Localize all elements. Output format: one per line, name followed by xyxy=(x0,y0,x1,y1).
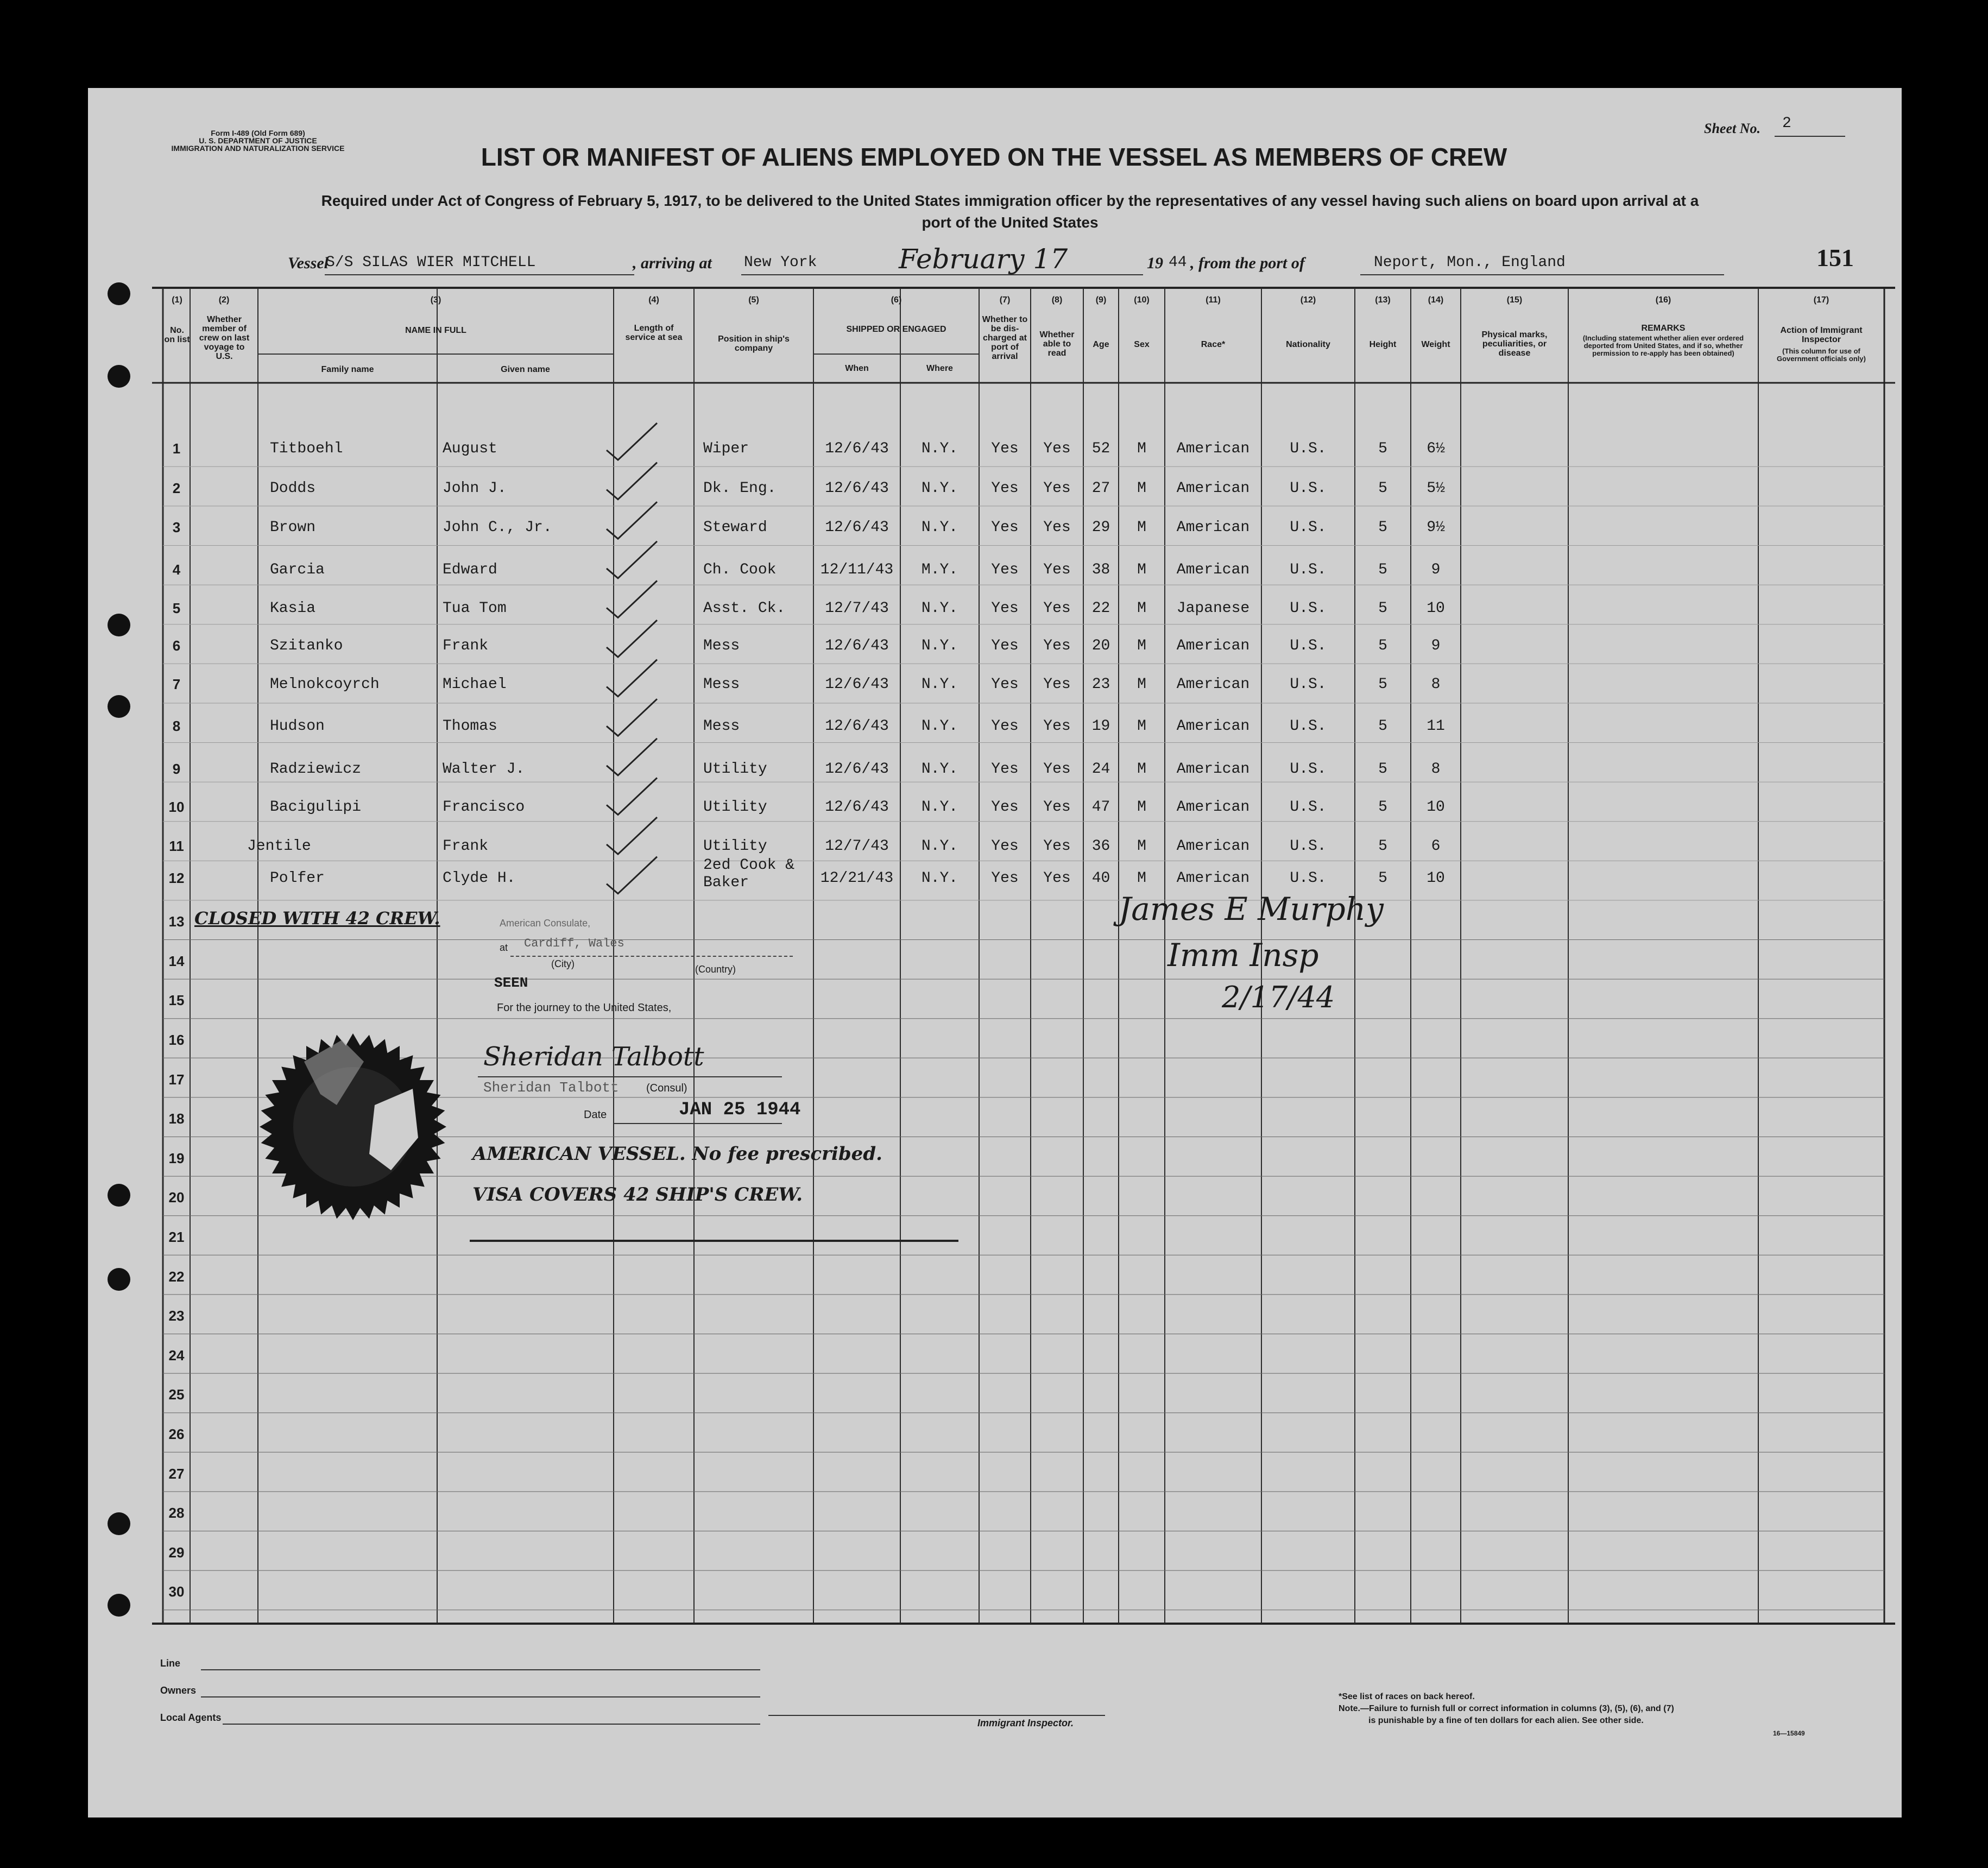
row-number: 14 xyxy=(168,952,185,969)
visa-note-line-1: AMERICAN VESSEL. No fee prescribed. xyxy=(472,1143,882,1165)
race: American xyxy=(1176,799,1250,816)
from-port-label: , from the port of xyxy=(1190,254,1305,272)
position: Asst. Ck. xyxy=(703,600,786,617)
row-number: 2 xyxy=(172,479,181,496)
checkmark xyxy=(607,620,657,657)
sex: M xyxy=(1137,440,1146,457)
col-3-header: NAME IN FULL xyxy=(405,326,466,335)
col-2-number: (2) xyxy=(218,295,230,305)
col-4-number: (4) xyxy=(648,295,659,305)
row-number: 22 xyxy=(168,1268,185,1285)
footer-line-label: Line xyxy=(160,1658,181,1669)
age: 27 xyxy=(1091,479,1110,497)
city-label: (City) xyxy=(551,958,575,969)
age: 52 xyxy=(1091,440,1110,457)
height: 5 xyxy=(1378,638,1387,654)
sex: M xyxy=(1137,479,1146,497)
col-17-number: (17) xyxy=(1813,295,1829,305)
inspector-signature: James E Murphy xyxy=(1119,891,1384,927)
row-number: 29 xyxy=(168,1544,185,1561)
shipped-where: N.Y. xyxy=(921,799,958,816)
penalty-note-line-1: Note.—Failure to furnish full or correct information in columns (3), (5), (6), and (7) xyxy=(1339,1704,1674,1713)
year-suffix: 44 xyxy=(1169,254,1187,271)
family-name: Melnokcoyrch xyxy=(270,676,380,693)
discharged: Yes xyxy=(991,638,1019,654)
checkmark xyxy=(607,423,657,460)
nationality: U.S. xyxy=(1290,561,1327,578)
shipped-when: 12/6/43 xyxy=(825,676,889,693)
seen-label: SEEN xyxy=(494,975,528,991)
consul-signature-line xyxy=(478,1076,782,1077)
checkmark xyxy=(607,580,657,617)
shipped-where: N.Y. xyxy=(921,600,958,617)
race: Japanese xyxy=(1176,600,1250,617)
weight: 10 xyxy=(1427,600,1445,617)
col-3-given-header: Given name xyxy=(501,365,550,374)
row-number: 25 xyxy=(168,1386,185,1403)
inspector-date: 2/17/44 xyxy=(1222,980,1335,1014)
position: Ch. Cook xyxy=(703,561,777,578)
able-to-read: Yes xyxy=(1043,519,1071,537)
col-7-number: (7) xyxy=(999,295,1011,305)
nationality: U.S. xyxy=(1290,440,1327,457)
race: American xyxy=(1176,519,1250,537)
given-name: Tua Tom xyxy=(443,600,507,617)
footer-line-underline xyxy=(201,1669,760,1670)
nationality: U.S. xyxy=(1290,519,1327,537)
nationality: U.S. xyxy=(1290,676,1327,693)
row-number: 24 xyxy=(168,1347,185,1364)
age: 19 xyxy=(1091,718,1110,735)
date-underline xyxy=(614,1123,782,1124)
row-number: 10 xyxy=(168,799,185,816)
sex: M xyxy=(1137,760,1146,778)
row-number: 16 xyxy=(168,1032,185,1048)
col-9-header: Age xyxy=(1093,340,1109,349)
closed-note: CLOSED WITH 42 CREW. xyxy=(194,908,440,929)
shipped-where: M.Y. xyxy=(921,561,958,578)
col-8-header: Whether able to read xyxy=(1039,330,1075,358)
shipped-where: N.Y. xyxy=(921,869,958,887)
sex: M xyxy=(1137,638,1146,654)
height: 5 xyxy=(1378,561,1387,578)
height: 5 xyxy=(1378,676,1387,693)
col-16-note: (Including statement whether alien ever ordered deported from United States, and if so, whether permission to re-apply has been obtained) xyxy=(1582,334,1744,357)
col-15-header: Physical marks, peculiarities, or disease xyxy=(1481,330,1548,358)
nationality: U.S. xyxy=(1290,869,1327,887)
family-name: Jentile xyxy=(247,838,311,855)
nationality: U.S. xyxy=(1290,718,1327,735)
row-number: 4 xyxy=(172,561,181,578)
discharged: Yes xyxy=(991,799,1019,816)
age: 23 xyxy=(1091,676,1110,693)
family-name: Hudson xyxy=(270,718,325,735)
race: American xyxy=(1176,479,1250,497)
checkmark xyxy=(607,660,657,697)
consulate-label: American Consulate, xyxy=(500,918,591,929)
checkmark xyxy=(607,739,657,775)
height: 5 xyxy=(1378,799,1387,816)
able-to-read: Yes xyxy=(1043,561,1071,578)
row-number: 13 xyxy=(168,913,185,930)
nationality: U.S. xyxy=(1290,799,1327,816)
family-name: Bacigulipi xyxy=(270,799,362,816)
family-name: Dodds xyxy=(270,479,316,497)
consular-seal xyxy=(255,1029,451,1225)
given-name: Michael xyxy=(443,676,507,693)
visa-note-underline xyxy=(470,1240,958,1242)
sex: M xyxy=(1137,676,1146,693)
weight: 11 xyxy=(1427,718,1445,735)
shipped-where: N.Y. xyxy=(921,676,958,693)
row-number: 20 xyxy=(168,1189,185,1206)
checkmark xyxy=(607,817,657,854)
race: American xyxy=(1176,440,1250,457)
family-name: Titboehl xyxy=(270,440,343,457)
row-number: 3 xyxy=(172,519,181,536)
discharged: Yes xyxy=(991,838,1019,855)
discharged: Yes xyxy=(991,440,1019,457)
row-number: 27 xyxy=(168,1465,185,1482)
col-6-where-header: Where xyxy=(926,364,953,373)
position: Mess xyxy=(703,676,740,693)
position: Wiper xyxy=(703,440,749,457)
shipped-when: 12/6/43 xyxy=(825,638,889,654)
visa-note-line-2: VISA COVERS 42 SHIP'S CREW. xyxy=(472,1184,803,1206)
row-number: 1 xyxy=(172,440,181,457)
able-to-read: Yes xyxy=(1043,838,1071,855)
height: 5 xyxy=(1378,760,1387,778)
given-name: Francisco xyxy=(443,799,525,816)
consul-signature: Sheridan Talbott xyxy=(483,1042,704,1072)
position: Utility xyxy=(703,799,767,816)
col-10-number: (10) xyxy=(1134,295,1150,305)
col-14-number: (14) xyxy=(1428,295,1444,305)
immigrant-inspector-line xyxy=(768,1715,1105,1716)
sex: M xyxy=(1137,519,1146,537)
height: 5 xyxy=(1378,718,1387,735)
given-name: Frank xyxy=(443,638,489,654)
shipped-where: N.Y. xyxy=(921,479,958,497)
consulate-underline xyxy=(510,956,793,957)
family-name: Garcia xyxy=(270,561,325,578)
nationality: U.S. xyxy=(1290,760,1327,778)
discharged: Yes xyxy=(991,869,1019,887)
col-6-when-header: When xyxy=(845,364,869,373)
discharged: Yes xyxy=(991,600,1019,617)
given-name: Edward xyxy=(443,561,497,578)
given-name: Walter J. xyxy=(443,760,525,778)
col-13-number: (13) xyxy=(1375,295,1391,305)
able-to-read: Yes xyxy=(1043,440,1071,457)
shipped-when: 12/6/43 xyxy=(825,440,889,457)
col-16-header: REMARKS xyxy=(1641,324,1686,333)
shipped-when: 12/11/43 xyxy=(820,561,894,578)
shipped-when: 12/6/43 xyxy=(825,519,889,537)
shipped-where: N.Y. xyxy=(921,760,958,778)
date-stamp: JAN 25 1944 xyxy=(679,1100,801,1120)
col-17-header: Action of Immigrant Inspector xyxy=(1780,326,1863,344)
checkmark xyxy=(607,699,657,736)
height: 5 xyxy=(1378,519,1387,537)
row-number: 26 xyxy=(168,1426,185,1442)
row-number: 12 xyxy=(168,869,185,886)
col-11-number: (11) xyxy=(1206,295,1221,305)
sex: M xyxy=(1137,869,1146,887)
shipped-when: 12/6/43 xyxy=(825,799,889,816)
shipped-when: 12/7/43 xyxy=(825,600,889,617)
age: 22 xyxy=(1091,600,1110,617)
age: 36 xyxy=(1091,838,1110,855)
country-label: (Country) xyxy=(695,964,736,975)
nationality: U.S. xyxy=(1290,838,1327,855)
vessel-name: S/S SILAS WIER MITCHELL xyxy=(326,254,536,271)
race: American xyxy=(1176,718,1250,735)
weight: 8 xyxy=(1431,676,1441,693)
family-name: Brown xyxy=(270,519,316,537)
able-to-read: Yes xyxy=(1043,760,1071,778)
col-4-header: Length of service at sea xyxy=(625,324,683,342)
shipped-when: 12/7/43 xyxy=(825,838,889,855)
col-12-number: (12) xyxy=(1300,295,1316,305)
row-number: 11 xyxy=(169,838,184,854)
shipped-when: 12/6/43 xyxy=(825,479,889,497)
given-name: John C., Jr. xyxy=(443,519,552,537)
immigrant-inspector-label: Immigrant Inspector. xyxy=(977,1718,1074,1728)
penalty-note-line-2: is punishable by a fine of ten dollars for each alien. See other side. xyxy=(1368,1716,1644,1725)
col-3-number: (3) xyxy=(430,295,441,305)
shipped-when: 12/6/43 xyxy=(825,718,889,735)
col-16-number: (16) xyxy=(1655,295,1671,305)
row-number: 7 xyxy=(172,676,181,692)
subtitle-line-1: Required under Act of Congress of February 5, 1917, to be delivered to the United States immigration officer by the representatives of any vessel having such aliens on board upon arrival at a xyxy=(321,192,1699,209)
row-number: 17 xyxy=(168,1071,185,1088)
col-17-note: (This column for use of Government officials only) xyxy=(1777,347,1866,363)
col-13-header: Height xyxy=(1369,340,1397,349)
page-title: LIST OR MANIFEST OF ALIENS EMPLOYED ON THE VESSEL AS MEMBERS OF CREW xyxy=(481,143,1507,171)
family-name: Radziewicz xyxy=(270,760,362,778)
race: American xyxy=(1176,561,1250,578)
sex: M xyxy=(1137,600,1146,617)
shipped-where: N.Y. xyxy=(921,838,958,855)
consulate-city: Cardiff, Wales xyxy=(524,937,624,950)
age: 20 xyxy=(1091,638,1110,654)
family-name: Polfer xyxy=(270,869,325,887)
race: American xyxy=(1176,676,1250,693)
col-15-number: (15) xyxy=(1506,295,1523,305)
discharged: Yes xyxy=(991,760,1019,778)
sheet-no-label: Sheet No. xyxy=(1704,121,1760,136)
shipped-where: N.Y. xyxy=(921,718,958,735)
at-label: at xyxy=(500,942,508,953)
race: American xyxy=(1176,638,1250,654)
able-to-read: Yes xyxy=(1043,600,1071,617)
weight: 9 xyxy=(1431,561,1441,578)
row-number: 5 xyxy=(172,600,181,617)
age: 24 xyxy=(1091,760,1110,778)
height: 5 xyxy=(1378,440,1387,457)
age: 47 xyxy=(1091,799,1110,816)
race: American xyxy=(1176,760,1250,778)
position: 2ed Cook & xyxy=(703,856,795,874)
sex: M xyxy=(1137,718,1146,735)
sex: M xyxy=(1137,838,1146,855)
given-name: Thomas xyxy=(443,718,497,735)
footer-agents-underline xyxy=(223,1724,760,1725)
arriving-label: , arriving at xyxy=(633,254,712,272)
shipped-where: N.Y. xyxy=(921,638,958,654)
shipped-where: N.Y. xyxy=(921,440,958,457)
subtitle-line-2: port of the United States xyxy=(922,214,1099,231)
able-to-read: Yes xyxy=(1043,479,1071,497)
weight: 6½ xyxy=(1427,440,1445,457)
position: Utility xyxy=(703,760,767,778)
col-6-number: (6) xyxy=(891,295,902,305)
form-id-line-2: U. S. DEPARTMENT OF JUSTICE xyxy=(199,136,317,145)
sex: M xyxy=(1137,799,1146,816)
inspector-title: Imm Insp xyxy=(1167,937,1319,974)
given-name: Frank xyxy=(443,838,489,855)
discharged: Yes xyxy=(991,479,1019,497)
races-note: *See list of races on back hereof. xyxy=(1339,1692,1475,1701)
form-id-line-1: Form I-489 (Old Form 689) xyxy=(211,129,305,137)
checkmark xyxy=(607,778,657,815)
page-number: 151 xyxy=(1816,244,1854,272)
col-14-header: Weight xyxy=(1421,340,1450,349)
age: 38 xyxy=(1091,561,1110,578)
height: 5 xyxy=(1378,869,1387,887)
family-name: Szitanko xyxy=(270,638,343,654)
weight: 6 xyxy=(1431,838,1441,855)
position: Mess xyxy=(703,638,740,654)
position: Baker xyxy=(703,874,749,891)
form-id-line-3: IMMIGRATION AND NATURALIZATION SERVICE xyxy=(171,144,345,153)
sheet-no-value: 2 xyxy=(1782,115,1791,132)
discharged: Yes xyxy=(991,718,1019,735)
col-1-header: No. on list xyxy=(164,326,190,344)
footer-owners-underline xyxy=(201,1696,760,1697)
col-9-number: (9) xyxy=(1095,295,1107,305)
col-10-header: Sex xyxy=(1134,340,1150,349)
row-number: 28 xyxy=(168,1505,185,1522)
nationality: U.S. xyxy=(1290,600,1327,617)
col-8-number: (8) xyxy=(1051,295,1063,305)
position: Dk. Eng. xyxy=(703,479,777,497)
col-5-header: Position in ship's company xyxy=(718,335,790,353)
row-number: 6 xyxy=(172,638,181,654)
footer-agents-label: Local Agents xyxy=(160,1712,222,1723)
col-2-header: Whether member of crew on last voyage to U.S. xyxy=(199,315,250,361)
col-12-header: Nationality xyxy=(1286,340,1330,349)
row-number: 8 xyxy=(172,718,181,735)
row-number: 21 xyxy=(168,1229,185,1245)
position: Steward xyxy=(703,519,767,537)
shipped-when: 12/6/43 xyxy=(825,760,889,778)
race: American xyxy=(1176,838,1250,855)
height: 5 xyxy=(1378,600,1387,617)
weight: 10 xyxy=(1427,869,1445,887)
discharged: Yes xyxy=(991,561,1019,578)
able-to-read: Yes xyxy=(1043,869,1071,887)
col-5-number: (5) xyxy=(748,295,759,305)
checkmark xyxy=(607,463,657,500)
weight: 9 xyxy=(1431,638,1441,654)
race: American xyxy=(1176,869,1250,887)
col-6-header: SHIPPED OR ENGAGED xyxy=(846,325,946,334)
checkmark xyxy=(607,541,657,578)
arriving-port: New York xyxy=(744,254,817,271)
position: Mess xyxy=(703,718,740,735)
given-name: John J. xyxy=(443,479,507,497)
able-to-read: Yes xyxy=(1043,799,1071,816)
year-prefix: 19 xyxy=(1147,254,1163,272)
from-port: Neport, Mon., England xyxy=(1374,254,1566,271)
weight: 10 xyxy=(1427,799,1445,816)
able-to-read: Yes xyxy=(1043,638,1071,654)
date-label: Date xyxy=(584,1109,607,1121)
shipped-when: 12/21/43 xyxy=(820,869,894,887)
row-number: 19 xyxy=(168,1150,185,1166)
discharged: Yes xyxy=(991,676,1019,693)
weight: 8 xyxy=(1431,760,1441,778)
col-11-header: Race* xyxy=(1201,340,1226,349)
print-code: 16—15849 xyxy=(1773,1730,1805,1737)
col-7-header: Whether to be dis-charged at port of arrival xyxy=(982,315,1028,361)
discharged: Yes xyxy=(991,519,1019,537)
consul-name-typed: Sheridan Talbott xyxy=(483,1080,619,1096)
row-number: 9 xyxy=(172,760,181,777)
able-to-read: Yes xyxy=(1043,718,1071,735)
able-to-read: Yes xyxy=(1043,676,1071,693)
row-number: 18 xyxy=(168,1110,185,1127)
shipped-where: N.Y. xyxy=(921,519,958,537)
footer-owners-label: Owners xyxy=(160,1685,197,1696)
height: 5 xyxy=(1378,479,1387,497)
checkmark xyxy=(607,502,657,539)
sex: M xyxy=(1137,561,1146,578)
nationality: U.S. xyxy=(1290,479,1327,497)
age: 40 xyxy=(1091,869,1110,887)
vessel-label: Vessel xyxy=(288,254,329,272)
row-number: 30 xyxy=(168,1583,185,1600)
nationality: U.S. xyxy=(1290,638,1327,654)
given-name: August xyxy=(443,440,497,457)
height: 5 xyxy=(1378,838,1387,855)
checkmark xyxy=(607,857,657,894)
family-name: Kasia xyxy=(270,600,316,617)
journey-text: For the journey to the United States, xyxy=(497,1002,672,1014)
age: 29 xyxy=(1091,519,1110,537)
row-number: 23 xyxy=(168,1308,185,1324)
col-3-family-header: Family name xyxy=(321,365,374,374)
arrival-date-handwritten: February 17 xyxy=(899,243,1068,275)
consul-label: (Consul) xyxy=(646,1082,687,1094)
row-number: 15 xyxy=(168,992,185,1009)
col-1-number: (1) xyxy=(172,295,182,305)
given-name: Clyde H. xyxy=(443,869,516,887)
weight: 5½ xyxy=(1427,479,1445,497)
position: Utility xyxy=(703,838,767,855)
weight: 9½ xyxy=(1427,519,1445,537)
